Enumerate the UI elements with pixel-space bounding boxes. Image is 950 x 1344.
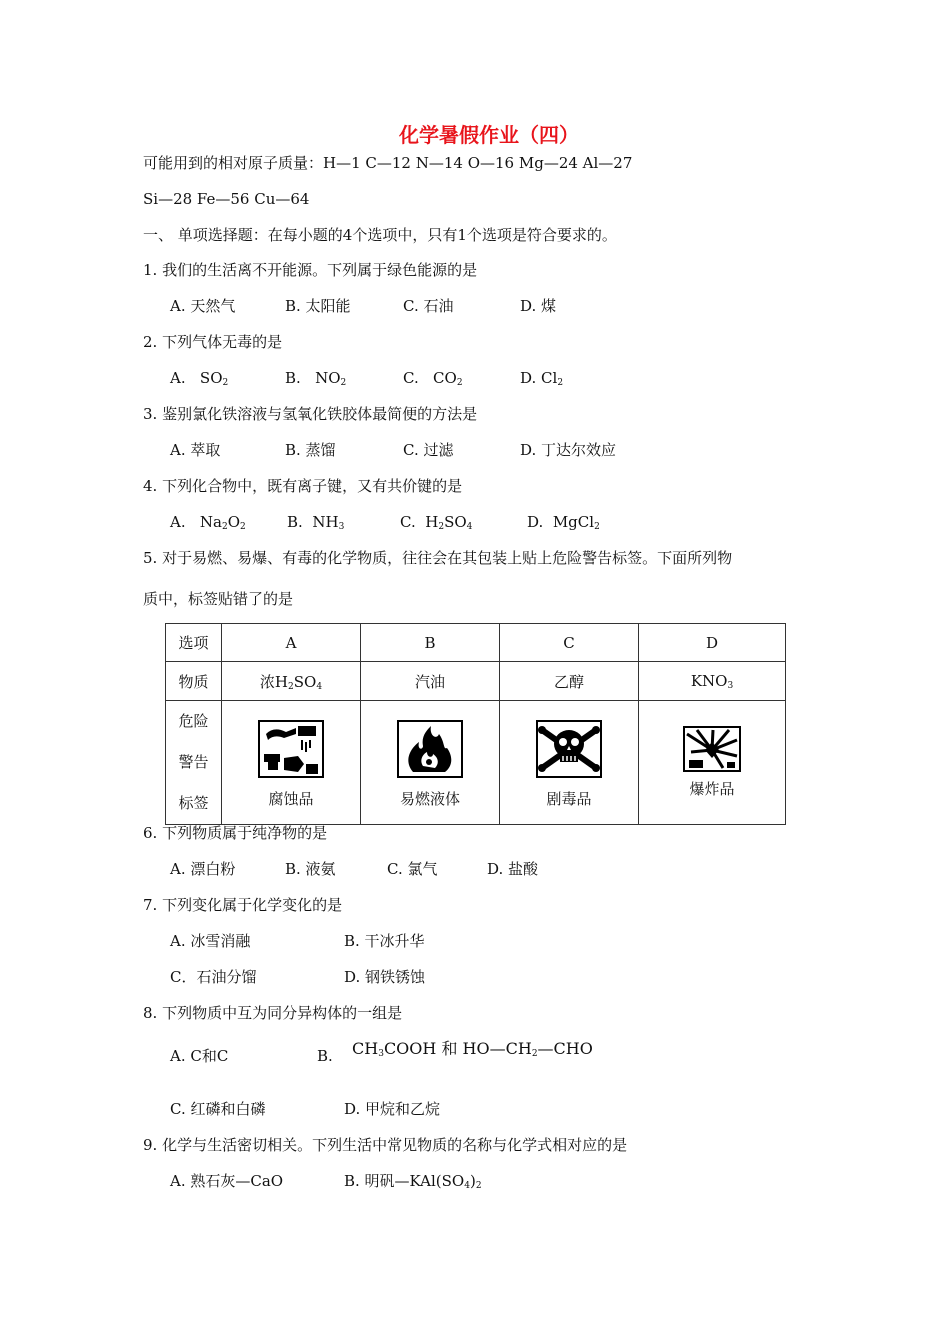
question-6-stem: 6. 下列物质属于纯净物的是 [143, 824, 328, 842]
question-6-option-b: B. 液氨 [285, 860, 336, 878]
question-3-stem: 3. 鉴别氯化铁溶液与氢氧化铁胶体最简便的方法是 [143, 405, 478, 423]
question-9-option-a: A. 熟石灰—CaO [170, 1172, 284, 1190]
question-8-option-a: A. C和C [170, 1047, 229, 1065]
question-4-stem: 4. 下列化合物中，既有离子键，又有共价键的是 [143, 477, 463, 495]
table-cell-substance-c: 乙醇 [500, 662, 639, 701]
question-6-option-a: A. 漂白粉 [170, 860, 236, 878]
table-header-row [166, 624, 786, 662]
question-2-stem: 2. 下列气体无毒的是 [143, 333, 283, 351]
question-1-option-a: A. 天然气 [170, 297, 236, 315]
table-cell-option-d: D [639, 624, 786, 662]
table-cell-substance-a: 浓$H_2SO_4$ [222, 662, 361, 701]
table-cell-label-c [500, 701, 639, 825]
toxic-skull-sign-icon [536, 720, 602, 778]
table-substance-row [166, 662, 786, 701]
table-cell-option-a: A [222, 624, 361, 662]
question-8-option-d: D. 甲烷和乙烷 [344, 1100, 441, 1118]
atomic-mass-line-2: Si—28 Fe—56 Cu—64 [143, 190, 310, 208]
label-caption-d: 爆炸品 [689, 780, 735, 798]
question-8-option-c: C. 红磷和白磷 [170, 1100, 266, 1118]
question-3-option-d: D. 丁达尔效应 [520, 441, 617, 459]
question-4-option-c: C. $H_2SO_4$ [400, 513, 473, 532]
table-cell-substance-b: 汽油 [361, 662, 500, 701]
label-caption-c: 剧毒品 [546, 790, 592, 808]
question-2-option-a: A. $SO_2$ [170, 369, 229, 388]
question-8-option-b-formula: $CH_3COOH$ 和 $HO—CH_2—CHO$ [352, 1039, 593, 1059]
question-4-option-a: A. $Na_2O_2$ [170, 513, 246, 532]
table-cell-substance-header: 物质 [166, 662, 222, 701]
question-3-option-b: B. 蒸馏 [285, 441, 336, 459]
question-7-stem: 7. 下列变化属于化学变化的是 [143, 896, 343, 914]
question-1-option-b: B. 太阳能 [285, 297, 351, 315]
question-8-option-b-prefix: B. [317, 1047, 333, 1065]
question-9-option-b: B. 明矾$—KAl(SO_4)_2$ [344, 1172, 482, 1191]
table-cell-substance-d: $KNO_3$ [639, 662, 786, 701]
question-1-option-d: D. 煤 [520, 297, 557, 315]
question-6-option-d: D. 盐酸 [487, 860, 539, 878]
question-2-option-c: C. $CO_2$ [403, 369, 463, 388]
page-title: 化学暑假作业（四） [399, 123, 579, 147]
question-5-stem-line-2: 质中，标签贴错了的是 [143, 590, 294, 608]
question-5-stem-line-1: 5. 对于易燃、易爆、有毒的化学物质，往往会在其包装上贴上危险警告标签。下面所列物 [143, 549, 733, 567]
corrosive-sign-icon [258, 720, 324, 778]
table-cell-label-d [639, 701, 786, 825]
question-9-stem: 9. 化学与生活密切相关。下列生活中常见物质的名称与化学式相对应的是 [143, 1136, 628, 1154]
label-caption-a: 腐蚀品 [268, 790, 314, 808]
question-7-option-a: A. 冰雪消融 [170, 932, 251, 950]
atomic-mass-line-1: 可能用到的相对原子质量：H—1 C—12 N—14 O—16 Mg—24 Al—27 [143, 154, 633, 172]
question-8-stem: 8. 下列物质中互为同分异构体的一组是 [143, 1004, 403, 1022]
question-4-option-b: B. $NH_3$ [287, 513, 345, 532]
question-2-option-b: B. $NO_2$ [285, 369, 347, 388]
hazard-label-table [165, 623, 786, 825]
explosive-sign-icon [683, 726, 741, 772]
question-3-option-a: A. 萃取 [170, 441, 221, 459]
flammable-sign-icon [397, 720, 463, 778]
question-2-option-d: D. $Cl_2$ [520, 369, 564, 388]
table-cell-label-b [361, 701, 500, 825]
question-7-option-c: C．石油分馏 [170, 968, 257, 986]
table-cell-option-b: B [361, 624, 500, 662]
question-3-option-c: C. 过滤 [403, 441, 454, 459]
question-7-option-d: D. 钢铁锈蚀 [344, 968, 426, 986]
question-7-option-b: B. 干冰升华 [344, 932, 425, 950]
table-cell-label-header: 危险 警告 标签 [166, 701, 222, 825]
question-1-stem: 1. 我们的生活离不开能源。下列属于绿色能源的是 [143, 261, 478, 279]
section-heading: 一、 单项选择题：在每小题的4个选项中，只有1个选项是符合要求的。 [143, 226, 617, 244]
table-label-row [166, 701, 786, 825]
table-cell-label-a [222, 701, 361, 825]
label-caption-b: 易燃液体 [399, 790, 460, 808]
table-cell-option-c: C [500, 624, 639, 662]
question-1-option-c: C. 石油 [403, 297, 454, 315]
question-6-option-c: C. 氯气 [387, 860, 438, 878]
question-4-option-d: D. MgCl$_2$ [527, 513, 600, 532]
table-cell-option-header: 选项 [166, 624, 222, 662]
